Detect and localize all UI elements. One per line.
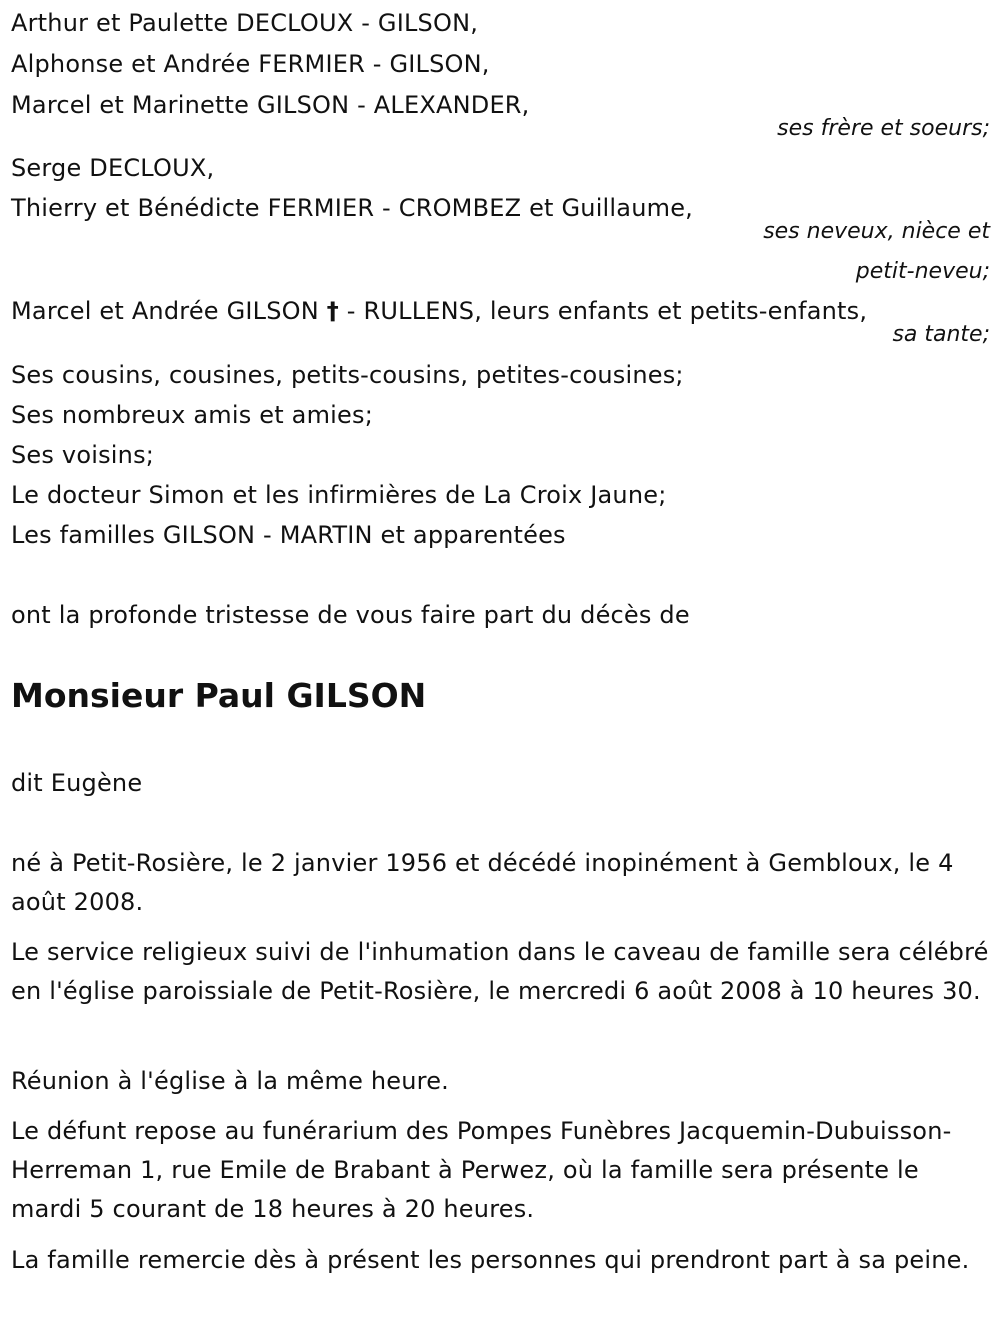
aunt-names-rest: - RULLENS, leurs enfants et petits-enfants, xyxy=(346,297,868,325)
aunt-names: Marcel et Andrée GILSON xyxy=(11,297,319,325)
sibling-line: Alphonse et Andrée FERMIER - GILSON, xyxy=(11,50,490,78)
deceased-alias: dit Eugène xyxy=(11,769,143,797)
service-paragraph: Le service religieux suivi de l'inhumation dans le caveau de famille sera célébré en l'église paroissiale de Petit-Rosière, le mercredi 6 août 2008 à 10 heures 30. xyxy=(11,938,989,1005)
thanks-paragraph: La famille remercie dès à présent les personnes qui prendront part à sa peine. xyxy=(11,1246,970,1274)
siblings-relation: ses frère et soeurs; xyxy=(777,116,990,141)
funerarium-paragraph: Le défunt repose au funérarium des Pompes Funèbres Jacquemin-Dubuisson-Herreman 1, rue Emile de Brabant à Perwez, où la famille sera présente le mardi 5 courant de 18 heures à 20 heures. xyxy=(11,1117,952,1223)
announcement-text: ont la profonde tristesse de vous faire part du décès de xyxy=(11,601,690,629)
nephew-line: Serge DECLOUX, xyxy=(11,154,215,182)
sibling-line: Arthur et Paulette DECLOUX - GILSON, xyxy=(11,9,479,37)
sibling-line: Marcel et Marinette GILSON - ALEXANDER, xyxy=(11,91,530,119)
cross-icon: † xyxy=(326,297,339,325)
nephews-relation-line2: petit-neveu; xyxy=(855,259,990,284)
other-mourners-line: Le docteur Simon et les infirmières de La Croix Jaune; xyxy=(11,481,667,509)
deceased-name: Monsieur Paul GILSON xyxy=(11,676,427,715)
nephew-line: Thierry et Bénédicte FERMIER - CROMBEZ et Guillaume, xyxy=(11,194,693,222)
birth-death-paragraph: né à Petit-Rosière, le 2 janvier 1956 et décédé inopinément à Gembloux, le 4 août 2008. xyxy=(11,849,954,916)
other-mourners-line: Les familles GILSON - MARTIN et apparentées xyxy=(11,521,566,549)
other-mourners-line: Ses cousins, cousines, petits-cousins, petites-cousines; xyxy=(11,361,684,389)
aunt-relation: sa tante; xyxy=(892,322,990,347)
other-mourners-line: Ses voisins; xyxy=(11,441,155,469)
aunt-line xyxy=(11,296,867,326)
nephews-relation-line1: ses neveux, nièce et xyxy=(763,219,990,244)
other-mourners-line: Ses nombreux amis et amies; xyxy=(11,401,373,429)
gathering-paragraph: Réunion à l'église à la même heure. xyxy=(11,1067,449,1095)
